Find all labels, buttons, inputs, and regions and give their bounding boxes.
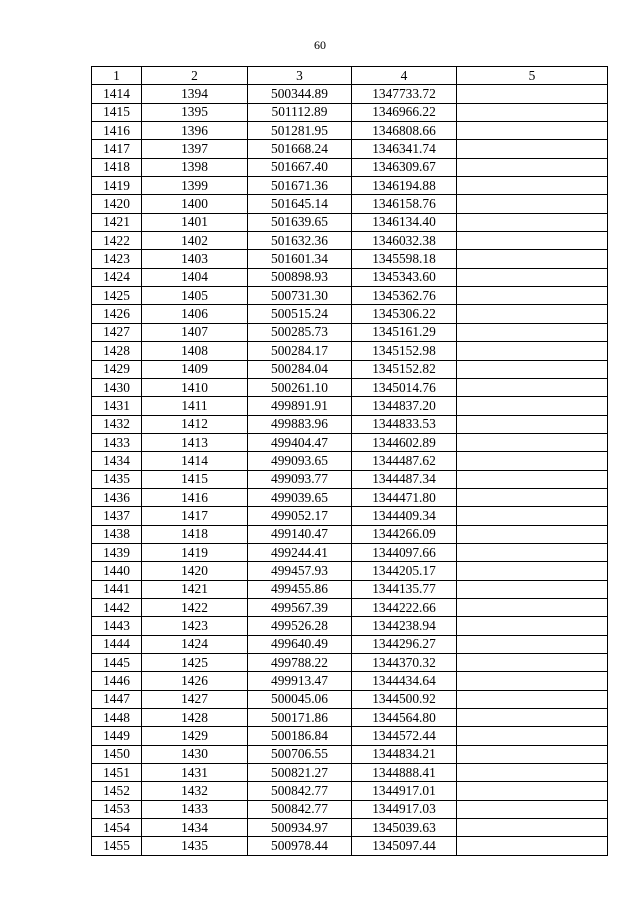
table-cell-col-3: 500261.10 <box>248 378 352 396</box>
table-cell-col-5 <box>457 397 608 415</box>
table-cell-col-3: 501668.24 <box>248 140 352 158</box>
table-cell-col-5 <box>457 800 608 818</box>
table-cell-col-4: 1346309.67 <box>352 158 457 176</box>
table-cell-col-2: 1410 <box>142 378 248 396</box>
table-row <box>92 543 608 561</box>
table-cell-col-5 <box>457 158 608 176</box>
table-cell-col-4: 1344471.80 <box>352 488 457 506</box>
table-cell-col-1: 1435 <box>92 470 142 488</box>
table-cell-col-1: 1439 <box>92 543 142 561</box>
table-cell-col-3: 499526.28 <box>248 617 352 635</box>
table-cell-col-4: 1344097.66 <box>352 543 457 561</box>
column-header-3: 3 <box>248 67 352 85</box>
table-cell-col-5 <box>457 580 608 598</box>
table-cell-col-4: 1344409.34 <box>352 507 457 525</box>
table-cell-col-2: 1434 <box>142 819 248 837</box>
table-cell-col-4: 1345039.63 <box>352 819 457 837</box>
table-row <box>92 250 608 268</box>
table-cell-col-5 <box>457 654 608 672</box>
table-row <box>92 800 608 818</box>
table-row <box>92 158 608 176</box>
table-row <box>92 782 608 800</box>
table-cell-col-2: 1427 <box>142 690 248 708</box>
table-cell-col-5 <box>457 195 608 213</box>
table-cell-col-3: 500842.77 <box>248 782 352 800</box>
table-cell-col-2: 1404 <box>142 268 248 286</box>
table-cell-col-1: 1428 <box>92 342 142 360</box>
table-cell-col-1: 1444 <box>92 635 142 653</box>
table-cell-col-5 <box>457 782 608 800</box>
table-cell-col-3: 499567.39 <box>248 598 352 616</box>
table-cell-col-3: 500285.73 <box>248 323 352 341</box>
table-cell-col-4: 1344837.20 <box>352 397 457 415</box>
table-cell-col-3: 499788.22 <box>248 654 352 672</box>
table-row <box>92 507 608 525</box>
column-header-2: 2 <box>142 67 248 85</box>
table-cell-col-1: 1443 <box>92 617 142 635</box>
table-cell-col-2: 1428 <box>142 709 248 727</box>
table-cell-col-5 <box>457 323 608 341</box>
table-cell-col-2: 1418 <box>142 525 248 543</box>
table-row <box>92 287 608 305</box>
table-row <box>92 764 608 782</box>
table-row <box>92 672 608 690</box>
table-cell-col-1: 1416 <box>92 122 142 140</box>
table-cell-col-4: 1345306.22 <box>352 305 457 323</box>
table-cell-col-2: 1426 <box>142 672 248 690</box>
table-cell-col-2: 1400 <box>142 195 248 213</box>
table-cell-col-4: 1344296.27 <box>352 635 457 653</box>
table-row <box>92 709 608 727</box>
table-cell-col-1: 1430 <box>92 378 142 396</box>
table-cell-col-2: 1402 <box>142 232 248 250</box>
table-cell-col-4: 1345362.76 <box>352 287 457 305</box>
table-cell-col-1: 1425 <box>92 287 142 305</box>
table-cell-col-4: 1346134.40 <box>352 213 457 231</box>
table-cell-col-5 <box>457 764 608 782</box>
table-cell-col-2: 1394 <box>142 85 248 103</box>
table-cell-col-2: 1420 <box>142 562 248 580</box>
table-cell-col-3: 501632.36 <box>248 232 352 250</box>
table-row <box>92 837 608 855</box>
table-cell-col-3: 500898.93 <box>248 268 352 286</box>
table-cell-col-1: 1437 <box>92 507 142 525</box>
table-cell-col-1: 1446 <box>92 672 142 690</box>
table-cell-col-1: 1455 <box>92 837 142 855</box>
table-cell-col-1: 1448 <box>92 709 142 727</box>
table-cell-col-4: 1344222.66 <box>352 598 457 616</box>
table-row <box>92 470 608 488</box>
table-cell-col-2: 1398 <box>142 158 248 176</box>
table-cell-col-4: 1345014.76 <box>352 378 457 396</box>
table-cell-col-4: 1347733.72 <box>352 85 457 103</box>
table-cell-col-3: 499404.47 <box>248 433 352 451</box>
table-row <box>92 342 608 360</box>
table-cell-col-4: 1345161.29 <box>352 323 457 341</box>
table-cell-col-2: 1421 <box>142 580 248 598</box>
table-cell-col-2: 1433 <box>142 800 248 818</box>
table-cell-col-5 <box>457 342 608 360</box>
table-cell-col-5 <box>457 488 608 506</box>
table-cell-col-2: 1414 <box>142 452 248 470</box>
table-cell-col-5 <box>457 709 608 727</box>
table-cell-col-4: 1346194.88 <box>352 177 457 195</box>
table-cell-col-3: 500045.06 <box>248 690 352 708</box>
table-cell-col-2: 1431 <box>142 764 248 782</box>
table-cell-col-2: 1415 <box>142 470 248 488</box>
table-cell-col-3: 499140.47 <box>248 525 352 543</box>
table-cell-col-3: 501112.89 <box>248 103 352 121</box>
table-cell-col-3: 499039.65 <box>248 488 352 506</box>
table-cell-col-5 <box>457 672 608 690</box>
table-row <box>92 103 608 121</box>
table-cell-col-4: 1346158.76 <box>352 195 457 213</box>
table-cell-col-4: 1345598.18 <box>352 250 457 268</box>
table-cell-col-3: 501671.36 <box>248 177 352 195</box>
table-row <box>92 195 608 213</box>
table-row <box>92 452 608 470</box>
table-cell-col-3: 500186.84 <box>248 727 352 745</box>
table-cell-col-2: 1396 <box>142 122 248 140</box>
table-cell-col-3: 501601.34 <box>248 250 352 268</box>
table-cell-col-4: 1345152.82 <box>352 360 457 378</box>
table-cell-col-5 <box>457 415 608 433</box>
table-cell-col-4: 1344564.80 <box>352 709 457 727</box>
table-row <box>92 122 608 140</box>
table-cell-col-2: 1419 <box>142 543 248 561</box>
table-cell-col-3: 500842.77 <box>248 800 352 818</box>
table-cell-col-4: 1346341.74 <box>352 140 457 158</box>
table-row <box>92 213 608 231</box>
table-cell-col-4: 1344266.09 <box>352 525 457 543</box>
table-cell-col-2: 1401 <box>142 213 248 231</box>
table-cell-col-3: 499244.41 <box>248 543 352 561</box>
table-cell-col-4: 1344834.21 <box>352 745 457 763</box>
table-row <box>92 433 608 451</box>
table-cell-col-5 <box>457 727 608 745</box>
table-cell-col-4: 1344434.64 <box>352 672 457 690</box>
table-row <box>92 268 608 286</box>
table-cell-col-3: 500171.86 <box>248 709 352 727</box>
table-cell-col-1: 1438 <box>92 525 142 543</box>
table-cell-col-1: 1436 <box>92 488 142 506</box>
table-cell-col-5 <box>457 525 608 543</box>
table-cell-col-3: 501645.14 <box>248 195 352 213</box>
table-cell-col-2: 1405 <box>142 287 248 305</box>
table-cell-col-2: 1399 <box>142 177 248 195</box>
table-cell-col-2: 1406 <box>142 305 248 323</box>
table-cell-col-4: 1344917.01 <box>352 782 457 800</box>
table-cell-col-5 <box>457 745 608 763</box>
table-cell-col-5 <box>457 452 608 470</box>
table-cell-col-5 <box>457 635 608 653</box>
table-row <box>92 635 608 653</box>
table-cell-col-2: 1412 <box>142 415 248 433</box>
table-row <box>92 378 608 396</box>
column-header-4: 4 <box>352 67 457 85</box>
table-cell-col-1: 1424 <box>92 268 142 286</box>
table-cell-col-3: 499891.91 <box>248 397 352 415</box>
table-cell-col-3: 499052.17 <box>248 507 352 525</box>
table-row <box>92 525 608 543</box>
table-cell-col-3: 499640.49 <box>248 635 352 653</box>
table-cell-col-5 <box>457 562 608 580</box>
table-cell-col-4: 1344205.17 <box>352 562 457 580</box>
table-cell-col-2: 1423 <box>142 617 248 635</box>
column-header-1: 1 <box>92 67 142 85</box>
table-cell-col-2: 1429 <box>142 727 248 745</box>
table-row <box>92 617 608 635</box>
table-row <box>92 819 608 837</box>
table-cell-col-5 <box>457 360 608 378</box>
table-row <box>92 654 608 672</box>
table-cell-col-1: 1433 <box>92 433 142 451</box>
table-row <box>92 562 608 580</box>
table-row <box>92 177 608 195</box>
table-cell-col-4: 1346808.66 <box>352 122 457 140</box>
table-cell-col-5 <box>457 470 608 488</box>
table-cell-col-3: 500934.97 <box>248 819 352 837</box>
table-cell-col-3: 500515.24 <box>248 305 352 323</box>
table-cell-col-5 <box>457 507 608 525</box>
table-cell-col-4: 1346032.38 <box>352 232 457 250</box>
table-cell-col-1: 1441 <box>92 580 142 598</box>
table-cell-col-5 <box>457 837 608 855</box>
table-cell-col-5 <box>457 819 608 837</box>
table-cell-col-1: 1419 <box>92 177 142 195</box>
table-cell-col-4: 1344888.41 <box>352 764 457 782</box>
table-cell-col-2: 1416 <box>142 488 248 506</box>
table-cell-col-1: 1427 <box>92 323 142 341</box>
table-cell-col-2: 1435 <box>142 837 248 855</box>
table-row <box>92 745 608 763</box>
table-cell-col-1: 1421 <box>92 213 142 231</box>
table-cell-col-3: 500821.27 <box>248 764 352 782</box>
table-row <box>92 415 608 433</box>
table-cell-col-4: 1344572.44 <box>352 727 457 745</box>
table-cell-col-5 <box>457 122 608 140</box>
table-cell-col-1: 1432 <box>92 415 142 433</box>
table-cell-col-2: 1425 <box>142 654 248 672</box>
table-cell-col-5 <box>457 598 608 616</box>
table-cell-col-1: 1422 <box>92 232 142 250</box>
table-cell-col-3: 501667.40 <box>248 158 352 176</box>
table-cell-col-1: 1423 <box>92 250 142 268</box>
table-cell-col-4: 1344370.32 <box>352 654 457 672</box>
table-cell-col-1: 1449 <box>92 727 142 745</box>
table-cell-col-3: 500284.17 <box>248 342 352 360</box>
table-row <box>92 323 608 341</box>
table-cell-col-5 <box>457 250 608 268</box>
table-cell-col-3: 500706.55 <box>248 745 352 763</box>
table-cell-col-1: 1426 <box>92 305 142 323</box>
table-cell-col-5 <box>457 140 608 158</box>
table-cell-col-1: 1450 <box>92 745 142 763</box>
table-body <box>92 85 608 855</box>
table-cell-col-3: 499455.86 <box>248 580 352 598</box>
table-cell-col-3: 500731.30 <box>248 287 352 305</box>
table-cell-col-3: 500344.89 <box>248 85 352 103</box>
table-cell-col-2: 1397 <box>142 140 248 158</box>
table-cell-col-2: 1409 <box>142 360 248 378</box>
table-cell-col-1: 1442 <box>92 598 142 616</box>
table-cell-col-1: 1429 <box>92 360 142 378</box>
table-cell-col-4: 1346966.22 <box>352 103 457 121</box>
table-cell-col-1: 1431 <box>92 397 142 415</box>
table-cell-col-4: 1344238.94 <box>352 617 457 635</box>
table-row <box>92 580 608 598</box>
table-row <box>92 727 608 745</box>
table-cell-col-2: 1408 <box>142 342 248 360</box>
table-cell-col-1: 1454 <box>92 819 142 837</box>
table-row <box>92 488 608 506</box>
table-cell-col-1: 1418 <box>92 158 142 176</box>
table-cell-col-5 <box>457 85 608 103</box>
table-cell-col-5 <box>457 232 608 250</box>
table-cell-col-5 <box>457 305 608 323</box>
table-cell-col-1: 1447 <box>92 690 142 708</box>
table-cell-col-3: 499457.93 <box>248 562 352 580</box>
table-cell-col-4: 1344487.34 <box>352 470 457 488</box>
table-cell-col-1: 1452 <box>92 782 142 800</box>
table-cell-col-2: 1407 <box>142 323 248 341</box>
table-cell-col-4: 1345097.44 <box>352 837 457 855</box>
table-cell-col-1: 1451 <box>92 764 142 782</box>
table-cell-col-2: 1395 <box>142 103 248 121</box>
table-cell-col-2: 1411 <box>142 397 248 415</box>
table-cell-col-2: 1417 <box>142 507 248 525</box>
table-cell-col-5 <box>457 177 608 195</box>
table-cell-col-1: 1440 <box>92 562 142 580</box>
table-cell-col-1: 1414 <box>92 85 142 103</box>
table-cell-col-4: 1344135.77 <box>352 580 457 598</box>
table-row <box>92 305 608 323</box>
table-cell-col-5 <box>457 378 608 396</box>
table-cell-col-2: 1403 <box>142 250 248 268</box>
table-row <box>92 360 608 378</box>
table-row <box>92 598 608 616</box>
table-cell-col-2: 1422 <box>142 598 248 616</box>
table-cell-col-3: 501639.65 <box>248 213 352 231</box>
table-cell-col-1: 1420 <box>92 195 142 213</box>
table-cell-col-3: 499883.96 <box>248 415 352 433</box>
table-cell-col-4: 1345343.60 <box>352 268 457 286</box>
table-cell-col-2: 1413 <box>142 433 248 451</box>
table-cell-col-1: 1453 <box>92 800 142 818</box>
table-cell-col-5 <box>457 213 608 231</box>
table-cell-col-5 <box>457 433 608 451</box>
table-cell-col-5 <box>457 287 608 305</box>
table-cell-col-1: 1445 <box>92 654 142 672</box>
header-row <box>92 67 608 85</box>
table-cell-col-4: 1344917.03 <box>352 800 457 818</box>
page-number: 60 <box>314 38 326 52</box>
table-cell-col-1: 1415 <box>92 103 142 121</box>
table-cell-col-3: 499093.65 <box>248 452 352 470</box>
table-cell-col-5 <box>457 103 608 121</box>
table-cell-col-3: 500284.04 <box>248 360 352 378</box>
table-cell-col-5 <box>457 268 608 286</box>
table-row <box>92 232 608 250</box>
table-cell-col-1: 1434 <box>92 452 142 470</box>
table-row <box>92 397 608 415</box>
table-row <box>92 140 608 158</box>
coordinates-table <box>91 66 608 856</box>
table-cell-col-5 <box>457 617 608 635</box>
table-cell-col-3: 499913.47 <box>248 672 352 690</box>
table-cell-col-4: 1344833.53 <box>352 415 457 433</box>
table-cell-col-4: 1344602.89 <box>352 433 457 451</box>
table-cell-col-4: 1344487.62 <box>352 452 457 470</box>
table-cell-col-2: 1430 <box>142 745 248 763</box>
table-cell-col-3: 500978.44 <box>248 837 352 855</box>
table-row <box>92 690 608 708</box>
table-cell-col-3: 499093.77 <box>248 470 352 488</box>
table-cell-col-5 <box>457 543 608 561</box>
table-cell-col-2: 1432 <box>142 782 248 800</box>
table-cell-col-5 <box>457 690 608 708</box>
table-row <box>92 85 608 103</box>
table-cell-col-2: 1424 <box>142 635 248 653</box>
table-cell-col-1: 1417 <box>92 140 142 158</box>
table-cell-col-3: 501281.95 <box>248 122 352 140</box>
table-cell-col-4: 1345152.98 <box>352 342 457 360</box>
table-cell-col-4: 1344500.92 <box>352 690 457 708</box>
column-header-5: 5 <box>457 67 608 85</box>
